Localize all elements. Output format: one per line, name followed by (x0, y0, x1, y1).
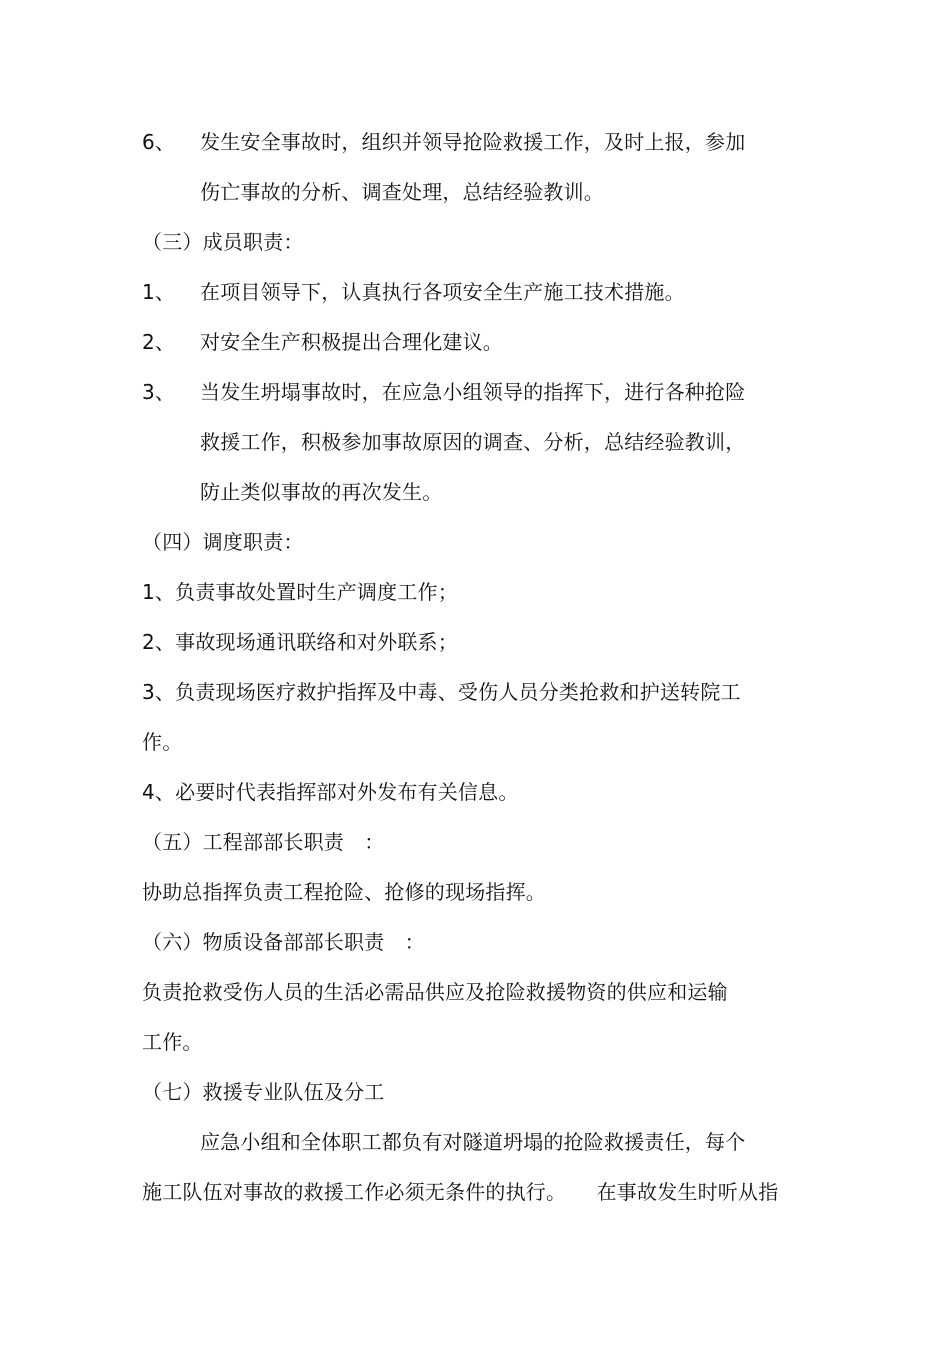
list-item-1 (142, 278, 685, 306)
paragraph-continuation: 工作。 (142, 1030, 203, 1054)
list-item-3 (142, 378, 745, 406)
paragraph-text: 发生安全事故时，组织并领导抢险救援工作，及时上报，参加 (200, 130, 746, 154)
list-number: 3、 (142, 380, 176, 404)
list-number: 2、 (142, 330, 176, 354)
list-item-6 (142, 128, 745, 156)
paragraph-continuation: 施工队伍对事故的救援工作必须无条件的执行。 在事故发生时听从指 (142, 1180, 779, 1204)
paragraph-text: 在项目领导下，认真执行各项安全生产施工技术措施。 (200, 280, 685, 304)
paragraph-text: 4、必要时代表指挥部对外发布有关信息。 (142, 780, 519, 804)
paragraph-text: 应急小组和全体职工都负有对隧道坍塌的抢险救援责任，每个 (200, 1130, 746, 1154)
section-heading-dispatch: （四）调度职责： (142, 530, 304, 554)
paragraph-text: 1、负责事故处置时生产调度工作； (142, 580, 458, 604)
paragraph-text: 负责抢救受伤人员的生活必需品供应及抢险救援物资的供应和运输 (142, 980, 728, 1004)
paragraph-continuation: 救援工作，积极参加事故原因的调查、分析，总结经验教训， (200, 430, 746, 454)
paragraph-text: 2、事故现场通讯联络和对外联系； (142, 630, 458, 654)
paragraph-continuation: 作。 (142, 730, 183, 754)
paragraph-text: 对安全生产积极提出合理化建议。 (200, 330, 503, 354)
paragraph-text: 当发生坍塌事故时，在应急小组领导的指挥下，进行各种抢险 (200, 380, 746, 404)
paragraph-continuation: 伤亡事故的分析、调查处理，总结经验教训。 (200, 180, 604, 204)
paragraph-continuation: 防止类似事故的再次发生。 (200, 480, 443, 504)
list-item-2 (142, 328, 503, 356)
section-heading-rescue-teams: （七）救援专业队伍及分工 (142, 1080, 385, 1104)
section-heading-materials: （六）物质设备部部长职责 ： (142, 930, 425, 954)
section-heading-members: （三）成员职责： (142, 230, 304, 254)
list-number: 6、 (142, 130, 176, 154)
paragraph-text: 协助总指挥负责工程抢险、抢修的现场指挥。 (142, 880, 546, 904)
paragraph-text: 3、负责现场医疗救护指挥及中毒、受伤人员分类抢救和护送转院工 (142, 680, 741, 704)
list-number: 1、 (142, 280, 176, 304)
section-heading-engineering: （五）工程部部长职责 ： (142, 830, 385, 854)
